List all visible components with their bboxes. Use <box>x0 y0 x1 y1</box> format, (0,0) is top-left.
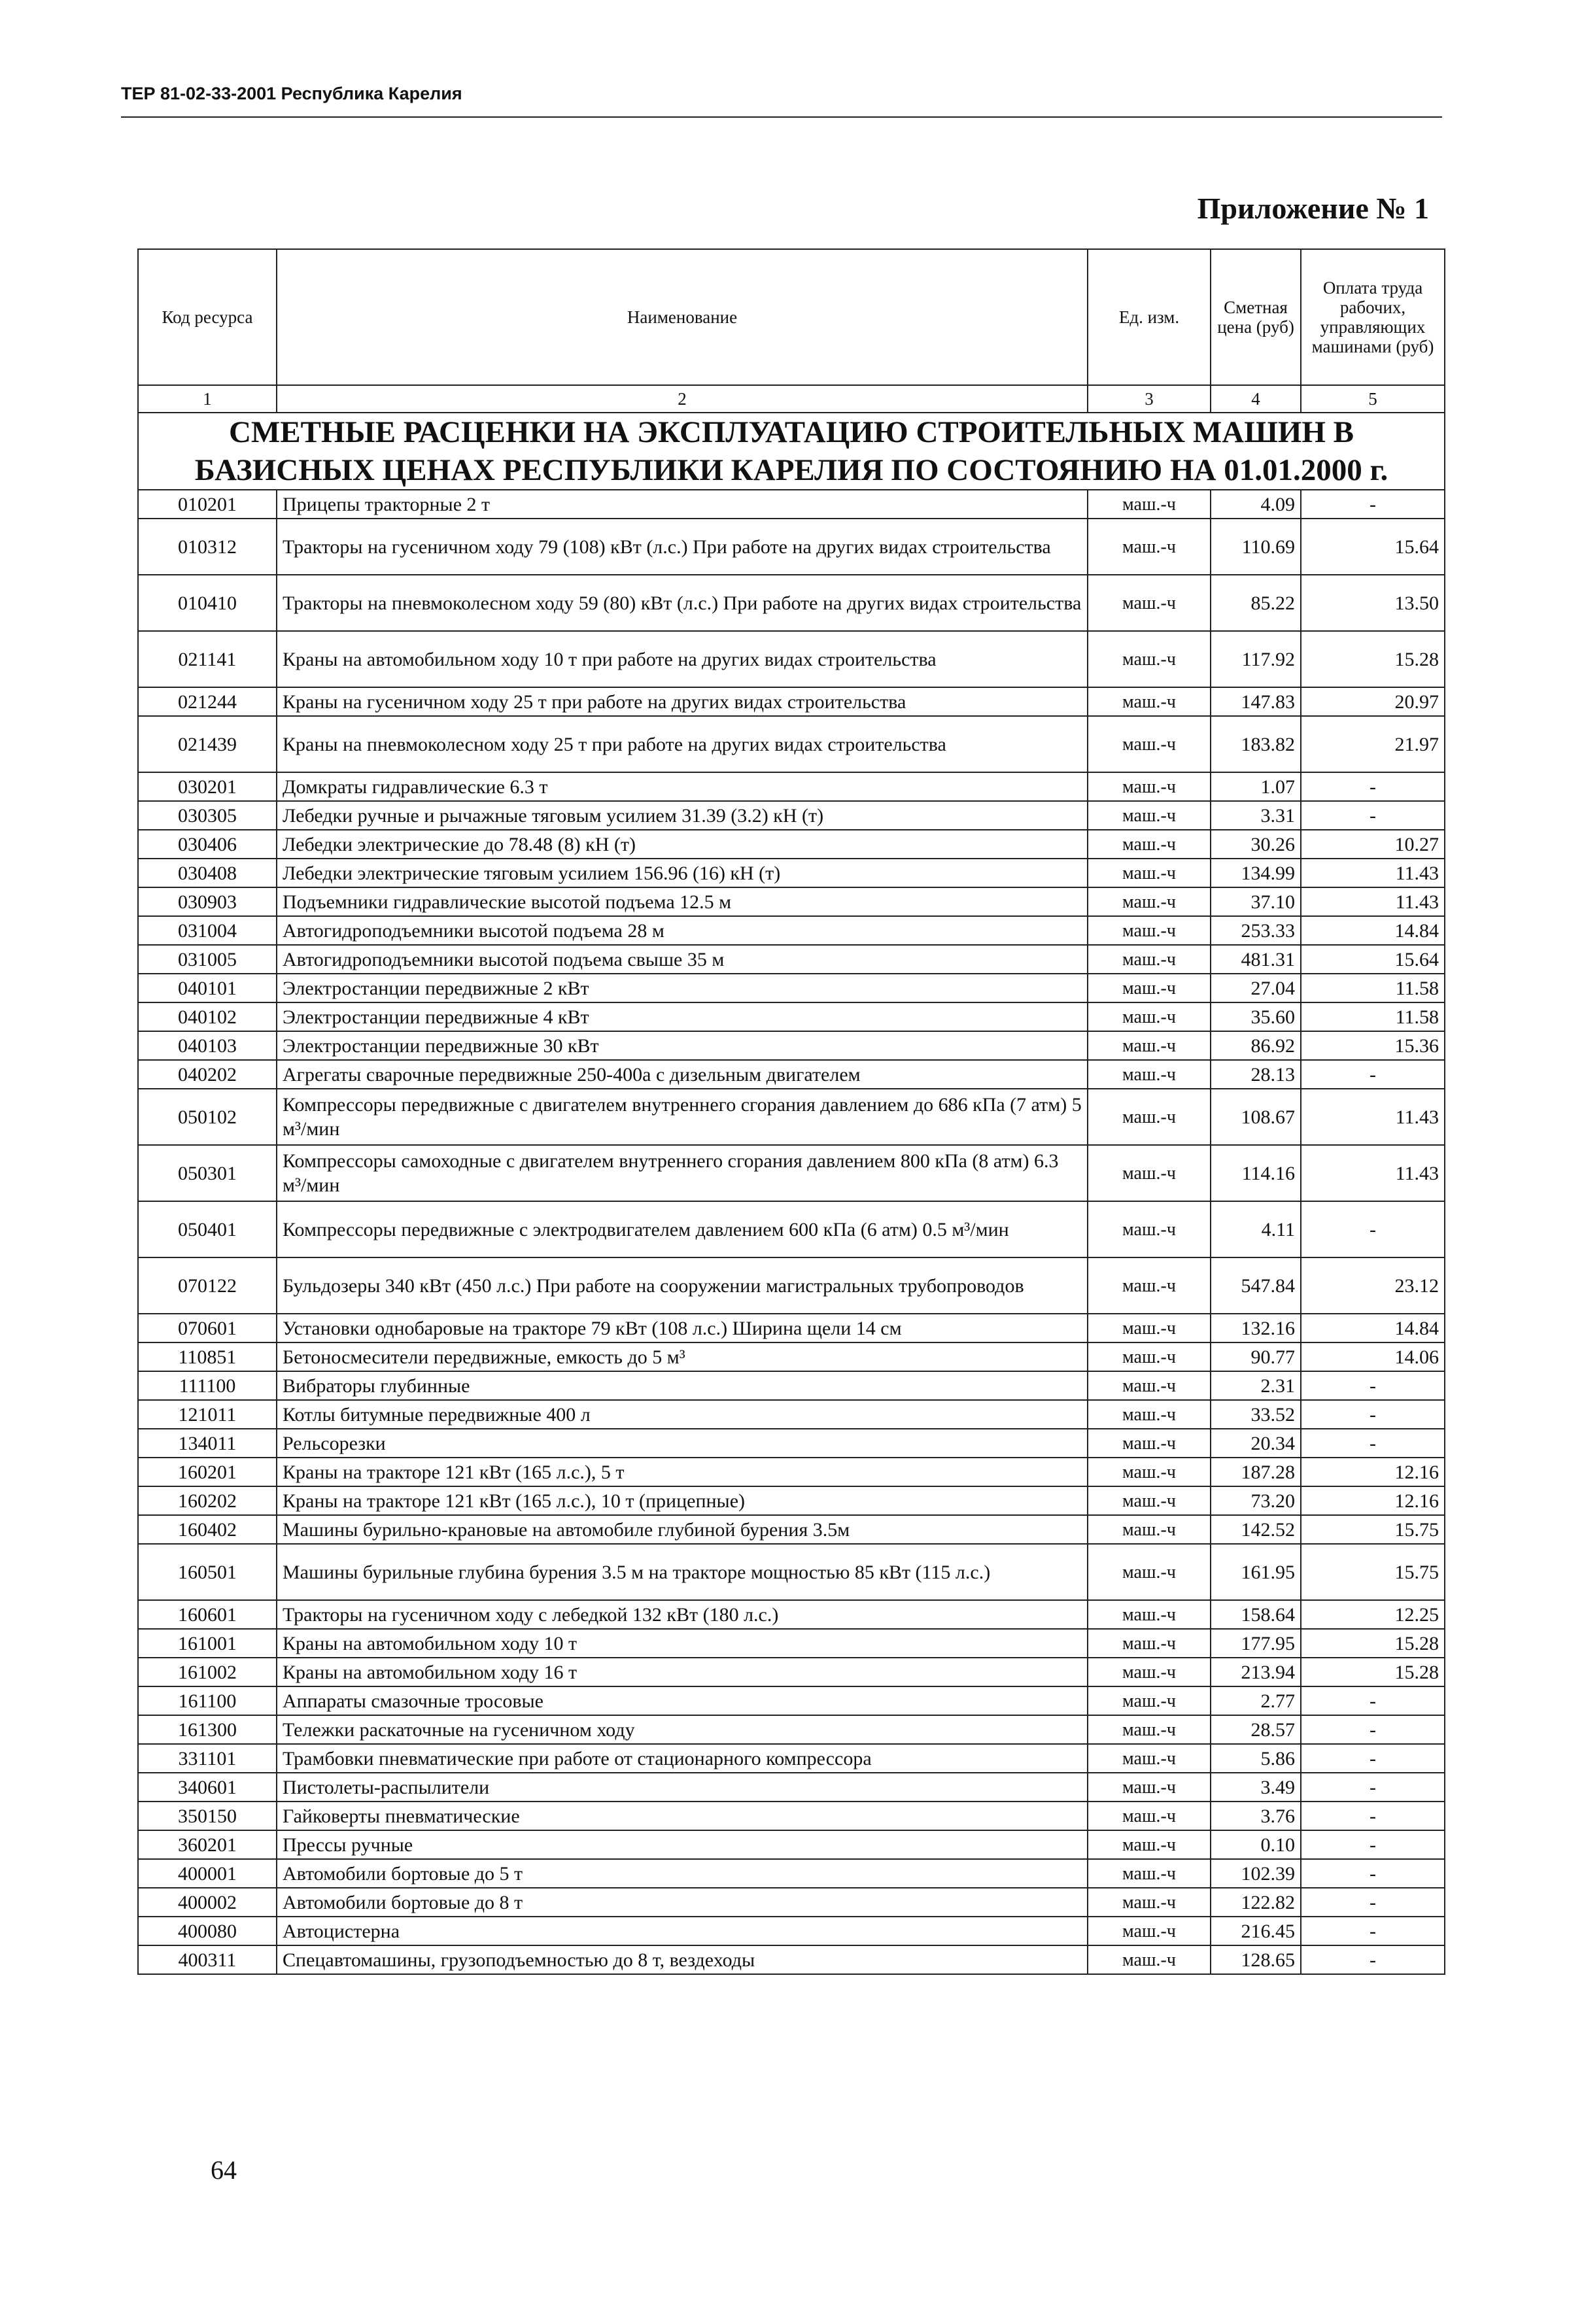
resource-name-cell: Котлы битумные передвижные 400 л <box>277 1400 1088 1429</box>
rates-table <box>137 248 1445 1975</box>
wage-cell: - <box>1301 1686 1445 1715</box>
price-cell: 187.28 <box>1211 1458 1301 1486</box>
wage-cell: - <box>1301 1201 1445 1257</box>
column-number: 2 <box>277 385 1088 413</box>
wage-cell: - <box>1301 1945 1445 1974</box>
unit-cell: маш.-ч <box>1088 1002 1211 1031</box>
resource-name-cell: Краны на тракторе 121 кВт (165 л.с.), 5 т <box>277 1458 1088 1486</box>
resource-code-cell: 160201 <box>138 1458 277 1486</box>
resource-code-cell: 030903 <box>138 887 277 916</box>
table-row <box>138 1089 1445 1145</box>
resource-code-cell: 360201 <box>138 1830 277 1859</box>
unit-cell: маш.-ч <box>1088 772 1211 801</box>
wage-cell: - <box>1301 1859 1445 1888</box>
resource-name-cell: Агрегаты сварочные передвижные 250-400а с дизельным двигателем <box>277 1060 1088 1089</box>
table-row <box>138 801 1445 830</box>
resource-code-cell: 010410 <box>138 575 277 631</box>
resource-code-cell: 050301 <box>138 1145 277 1201</box>
section-title-row <box>138 413 1445 490</box>
wage-cell: - <box>1301 1744 1445 1773</box>
table-row <box>138 1342 1445 1371</box>
section-title: СМЕТНЫЕ РАСЦЕНКИ НА ЭКСПЛУАТАЦИЮ СТРОИТЕЛЬНЫХ МАШИН В БАЗИСНЫХ ЦЕНАХ РЕСПУБЛИКИ КАРЕЛИЯ ПО СОСТОЯНИЮ НА 01.01.2000 г. <box>138 413 1445 490</box>
resource-name-cell: Компрессоры передвижные с двигателем внутреннего сгорания давлением до 686 кПа (7 атм) 5 м³/мин <box>277 1089 1088 1145</box>
resource-name-cell: Краны на гусеничном ходу 25 т при работе на других видах строительства <box>277 687 1088 716</box>
price-cell: 3.49 <box>1211 1773 1301 1802</box>
price-cell: 177.95 <box>1211 1629 1301 1658</box>
table-row <box>138 1486 1445 1515</box>
unit-cell: маш.-ч <box>1088 830 1211 859</box>
unit-cell: маш.-ч <box>1088 716 1211 772</box>
resource-code-cell: 021244 <box>138 687 277 716</box>
unit-cell: маш.-ч <box>1088 1458 1211 1486</box>
resource-name-cell: Автогидроподъемники высотой подъема 28 м <box>277 916 1088 945</box>
table-row <box>138 631 1445 687</box>
unit-cell: маш.-ч <box>1088 1400 1211 1429</box>
table-row <box>138 974 1445 1002</box>
resource-name-cell: Домкраты гидравлические 6.3 т <box>277 772 1088 801</box>
wage-cell: 15.64 <box>1301 945 1445 974</box>
resource-name-cell: Тракторы на гусеничном ходу с лебедкой 132 кВт (180 л.с.) <box>277 1600 1088 1629</box>
unit-cell: маш.-ч <box>1088 1658 1211 1686</box>
price-cell: 122.82 <box>1211 1888 1301 1917</box>
unit-cell: маш.-ч <box>1088 687 1211 716</box>
column-header-code: Код ресурса <box>138 249 277 385</box>
column-number: 4 <box>1211 385 1301 413</box>
resource-name-cell: Компрессоры передвижные с электродвигателем давлением 600 кПа (6 атм) 0.5 м³/мин <box>277 1201 1088 1257</box>
resource-name-cell: Пистолеты-распылители <box>277 1773 1088 1802</box>
resource-code-cell: 040103 <box>138 1031 277 1060</box>
table-row <box>138 1888 1445 1917</box>
unit-cell: маш.-ч <box>1088 519 1211 575</box>
wage-cell: 23.12 <box>1301 1257 1445 1314</box>
table-row <box>138 1686 1445 1715</box>
table-row <box>138 1201 1445 1257</box>
resource-name-cell: Краны на пневмоколесном ходу 25 т при работе на других видах строительства <box>277 716 1088 772</box>
unit-cell: маш.-ч <box>1088 1744 1211 1773</box>
resource-name-cell: Гайковерты пневматические <box>277 1802 1088 1830</box>
price-cell: 132.16 <box>1211 1314 1301 1342</box>
unit-cell: маш.-ч <box>1088 1715 1211 1744</box>
unit-cell: маш.-ч <box>1088 1917 1211 1945</box>
unit-cell: маш.-ч <box>1088 1371 1211 1400</box>
resource-name-cell: Машины бурильно-крановые на автомобиле глубиной бурения 3.5м <box>277 1515 1088 1544</box>
unit-cell: маш.-ч <box>1088 1600 1211 1629</box>
wage-cell: 11.43 <box>1301 887 1445 916</box>
wage-cell: - <box>1301 1400 1445 1429</box>
resource-name-cell: Лебедки электрические до 78.48 (8) кН (т) <box>277 830 1088 859</box>
resource-name-cell: Тракторы на пневмоколесном ходу 59 (80) кВт (л.с.) При работе на других видах строительства <box>277 575 1088 631</box>
column-header-price: Сметная цена (руб) <box>1211 249 1301 385</box>
price-cell: 27.04 <box>1211 974 1301 1002</box>
resource-name-cell: Электростанции передвижные 2 кВт <box>277 974 1088 1002</box>
table-row <box>138 1400 1445 1429</box>
resource-code-cell: 121011 <box>138 1400 277 1429</box>
column-header-unit: Ед. изм. <box>1088 249 1211 385</box>
resource-code-cell: 110851 <box>138 1342 277 1371</box>
unit-cell: маш.-ч <box>1088 1859 1211 1888</box>
resource-code-cell: 031004 <box>138 916 277 945</box>
unit-cell: маш.-ч <box>1088 1830 1211 1859</box>
table-row <box>138 916 1445 945</box>
resource-code-cell: 160601 <box>138 1600 277 1629</box>
unit-cell: маш.-ч <box>1088 945 1211 974</box>
resource-name-cell: Рельсорезки <box>277 1429 1088 1458</box>
wage-cell: 11.58 <box>1301 974 1445 1002</box>
wage-cell: 12.16 <box>1301 1458 1445 1486</box>
unit-cell: маш.-ч <box>1088 1686 1211 1715</box>
resource-code-cell: 040202 <box>138 1060 277 1089</box>
unit-cell: маш.-ч <box>1088 1201 1211 1257</box>
wage-cell: 21.97 <box>1301 716 1445 772</box>
unit-cell: маш.-ч <box>1088 1089 1211 1145</box>
table-row <box>138 1917 1445 1945</box>
resource-code-cell: 331101 <box>138 1744 277 1773</box>
resource-name-cell: Аппараты смазочные тросовые <box>277 1686 1088 1715</box>
unit-cell: маш.-ч <box>1088 1342 1211 1371</box>
wage-cell: 15.75 <box>1301 1515 1445 1544</box>
resource-code-cell: 030408 <box>138 859 277 887</box>
wage-cell: - <box>1301 1917 1445 1945</box>
price-cell: 37.10 <box>1211 887 1301 916</box>
unit-cell: маш.-ч <box>1088 1945 1211 1974</box>
column-header-name: Наименование <box>277 249 1088 385</box>
price-cell: 481.31 <box>1211 945 1301 974</box>
price-cell: 20.34 <box>1211 1429 1301 1458</box>
resource-name-cell: Автогидроподъемники высотой подъема свыше 35 м <box>277 945 1088 974</box>
resource-name-cell: Автомобили бортовые до 5 т <box>277 1859 1088 1888</box>
wage-cell: - <box>1301 1060 1445 1089</box>
price-cell: 147.83 <box>1211 687 1301 716</box>
unit-cell: маш.-ч <box>1088 631 1211 687</box>
wage-cell: - <box>1301 772 1445 801</box>
resource-code-cell: 400001 <box>138 1859 277 1888</box>
table-row <box>138 1859 1445 1888</box>
price-cell: 213.94 <box>1211 1658 1301 1686</box>
wage-cell: - <box>1301 1802 1445 1830</box>
wage-cell: - <box>1301 1371 1445 1400</box>
wage-cell: - <box>1301 801 1445 830</box>
resource-code-cell: 050102 <box>138 1089 277 1145</box>
price-cell: 128.65 <box>1211 1945 1301 1974</box>
price-cell: 4.11 <box>1211 1201 1301 1257</box>
price-cell: 102.39 <box>1211 1859 1301 1888</box>
price-cell: 142.52 <box>1211 1515 1301 1544</box>
resource-code-cell: 161001 <box>138 1629 277 1658</box>
resource-name-cell: Прицепы тракторные 2 т <box>277 490 1088 519</box>
price-cell: 183.82 <box>1211 716 1301 772</box>
wage-cell: 11.43 <box>1301 1145 1445 1201</box>
table-row <box>138 1314 1445 1342</box>
price-cell: 547.84 <box>1211 1257 1301 1314</box>
unit-cell: маш.-ч <box>1088 974 1211 1002</box>
price-cell: 108.67 <box>1211 1089 1301 1145</box>
table-row <box>138 1544 1445 1600</box>
resource-code-cell: 160402 <box>138 1515 277 1544</box>
resource-code-cell: 400002 <box>138 1888 277 1917</box>
unit-cell: маш.-ч <box>1088 1515 1211 1544</box>
wage-cell: - <box>1301 1429 1445 1458</box>
table-row <box>138 887 1445 916</box>
resource-code-cell: 400311 <box>138 1945 277 1974</box>
unit-cell: маш.-ч <box>1088 1429 1211 1458</box>
wage-cell: - <box>1301 1773 1445 1802</box>
column-number: 3 <box>1088 385 1211 413</box>
resource-name-cell: Электростанции передвижные 30 кВт <box>277 1031 1088 1060</box>
resource-code-cell: 350150 <box>138 1802 277 1830</box>
resource-code-cell: 021141 <box>138 631 277 687</box>
resource-name-cell: Бульдозеры 340 кВт (450 л.с.) При работе на сооружении магистральных трубопроводов <box>277 1257 1088 1314</box>
table-row <box>138 1060 1445 1089</box>
resource-name-cell: Компрессоры самоходные с двигателем внутреннего сгорания давлением 800 кПа (8 атм) 6.3 м³/мин <box>277 1145 1088 1201</box>
unit-cell: маш.-ч <box>1088 1773 1211 1802</box>
price-cell: 0.10 <box>1211 1830 1301 1859</box>
wage-cell: 11.58 <box>1301 1002 1445 1031</box>
column-header-wage: Оплата труда рабочих, управляющих машинами (руб) <box>1301 249 1445 385</box>
resource-name-cell: Краны на тракторе 121 кВт (165 л.с.), 10 т (прицепные) <box>277 1486 1088 1515</box>
resource-name-cell: Бетоносмесители передвижные, емкость до 5 м³ <box>277 1342 1088 1371</box>
wage-cell: - <box>1301 490 1445 519</box>
resource-name-cell: Прессы ручные <box>277 1830 1088 1859</box>
resource-name-cell: Тракторы на гусеничном ходу 79 (108) кВт (л.с.) При работе на других видах строительства <box>277 519 1088 575</box>
wage-cell: 15.28 <box>1301 631 1445 687</box>
table-row <box>138 830 1445 859</box>
resource-code-cell: 161002 <box>138 1658 277 1686</box>
resource-name-cell: Электростанции передвижные 4 кВт <box>277 1002 1088 1031</box>
resource-code-cell: 010201 <box>138 490 277 519</box>
price-cell: 90.77 <box>1211 1342 1301 1371</box>
resource-code-cell: 030201 <box>138 772 277 801</box>
table-row <box>138 1145 1445 1201</box>
resource-code-cell: 030406 <box>138 830 277 859</box>
resource-code-cell: 340601 <box>138 1773 277 1802</box>
price-cell: 2.77 <box>1211 1686 1301 1715</box>
table-row <box>138 1715 1445 1744</box>
price-cell: 134.99 <box>1211 859 1301 887</box>
wage-cell: 12.16 <box>1301 1486 1445 1515</box>
column-header-row <box>138 249 1445 385</box>
resource-code-cell: 030305 <box>138 801 277 830</box>
resource-code-cell: 111100 <box>138 1371 277 1400</box>
unit-cell: маш.-ч <box>1088 1544 1211 1600</box>
unit-cell: маш.-ч <box>1088 859 1211 887</box>
resource-code-cell: 160501 <box>138 1544 277 1600</box>
table-row <box>138 575 1445 631</box>
table-row <box>138 1429 1445 1458</box>
unit-cell: маш.-ч <box>1088 1145 1211 1201</box>
unit-cell: маш.-ч <box>1088 801 1211 830</box>
wage-cell: - <box>1301 1888 1445 1917</box>
resource-name-cell: Лебедки электрические тяговым усилием 156.96 (16) кН (т) <box>277 859 1088 887</box>
table-row <box>138 945 1445 974</box>
price-cell: 28.57 <box>1211 1715 1301 1744</box>
wage-cell: 14.84 <box>1301 1314 1445 1342</box>
unit-cell: маш.-ч <box>1088 1060 1211 1089</box>
page-number: 64 <box>211 2155 237 2185</box>
resource-code-cell: 031005 <box>138 945 277 974</box>
resource-name-cell: Автомобили бортовые до 8 т <box>277 1888 1088 1917</box>
price-cell: 4.09 <box>1211 490 1301 519</box>
resource-code-cell: 021439 <box>138 716 277 772</box>
resource-code-cell: 400080 <box>138 1917 277 1945</box>
column-number-row <box>138 385 1445 413</box>
appendix-label: Приложение № 1 <box>1197 192 1429 225</box>
unit-cell: маш.-ч <box>1088 490 1211 519</box>
document-header: ТЕР 81-02-33-2001 Республика Карелия <box>121 84 462 103</box>
price-cell: 1.07 <box>1211 772 1301 801</box>
column-number: 5 <box>1301 385 1445 413</box>
price-cell: 86.92 <box>1211 1031 1301 1060</box>
resource-name-cell: Машины бурильные глубина бурения 3.5 м на тракторе мощностью 85 кВт (115 л.с.) <box>277 1544 1088 1600</box>
unit-cell: маш.-ч <box>1088 1314 1211 1342</box>
price-cell: 73.20 <box>1211 1486 1301 1515</box>
unit-cell: маш.-ч <box>1088 916 1211 945</box>
price-cell: 114.16 <box>1211 1145 1301 1201</box>
price-cell: 3.76 <box>1211 1802 1301 1830</box>
resource-code-cell: 161100 <box>138 1686 277 1715</box>
resource-name-cell: Лебедки ручные и рычажные тяговым усилием 31.39 (3.2) кН (т) <box>277 801 1088 830</box>
header-divider <box>121 116 1442 118</box>
unit-cell: маш.-ч <box>1088 1486 1211 1515</box>
table-row <box>138 1658 1445 1686</box>
resource-name-cell: Установки однобаровые на тракторе 79 кВт (108 л.с.) Ширина щели 14 см <box>277 1314 1088 1342</box>
table-row <box>138 716 1445 772</box>
resource-name-cell: Краны на автомобильном ходу 10 т при работе на других видах строительства <box>277 631 1088 687</box>
resource-name-cell: Трамбовки пневматические при работе от стационарного компрессора <box>277 1744 1088 1773</box>
table-row <box>138 1945 1445 1974</box>
resource-code-cell: 050401 <box>138 1201 277 1257</box>
unit-cell: маш.-ч <box>1088 1802 1211 1830</box>
table-row <box>138 1773 1445 1802</box>
wage-cell: 13.50 <box>1301 575 1445 631</box>
table-row <box>138 1600 1445 1629</box>
resource-name-cell: Краны на автомобильном ходу 10 т <box>277 1629 1088 1658</box>
table-row <box>138 1830 1445 1859</box>
wage-cell: 10.27 <box>1301 830 1445 859</box>
wage-cell: 20.97 <box>1301 687 1445 716</box>
table-row <box>138 519 1445 575</box>
resource-code-cell: 134011 <box>138 1429 277 1458</box>
table-row <box>138 1031 1445 1060</box>
wage-cell: - <box>1301 1715 1445 1744</box>
resource-code-cell: 160202 <box>138 1486 277 1515</box>
resource-code-cell: 070122 <box>138 1257 277 1314</box>
unit-cell: маш.-ч <box>1088 1629 1211 1658</box>
table-row <box>138 772 1445 801</box>
wage-cell: 15.64 <box>1301 519 1445 575</box>
price-cell: 117.92 <box>1211 631 1301 687</box>
wage-cell: 11.43 <box>1301 859 1445 887</box>
table-row <box>138 1802 1445 1830</box>
price-cell: 2.31 <box>1211 1371 1301 1400</box>
table-row <box>138 490 1445 519</box>
unit-cell: маш.-ч <box>1088 575 1211 631</box>
price-cell: 253.33 <box>1211 916 1301 945</box>
resource-code-cell: 010312 <box>138 519 277 575</box>
wage-cell: 15.28 <box>1301 1658 1445 1686</box>
table-row <box>138 1458 1445 1486</box>
resource-code-cell: 040102 <box>138 1002 277 1031</box>
wage-cell: 11.43 <box>1301 1089 1445 1145</box>
resource-code-cell: 070601 <box>138 1314 277 1342</box>
table-row <box>138 859 1445 887</box>
price-cell: 30.26 <box>1211 830 1301 859</box>
price-cell: 216.45 <box>1211 1917 1301 1945</box>
resource-name-cell: Тележки раскаточные на гусеничном ходу <box>277 1715 1088 1744</box>
wage-cell: 14.06 <box>1301 1342 1445 1371</box>
price-cell: 161.95 <box>1211 1544 1301 1600</box>
wage-cell: 15.75 <box>1301 1544 1445 1600</box>
resource-code-cell: 161300 <box>138 1715 277 1744</box>
resource-name-cell: Вибраторы глубинные <box>277 1371 1088 1400</box>
price-cell: 35.60 <box>1211 1002 1301 1031</box>
resource-name-cell: Подъемники гидравлические высотой подъема 12.5 м <box>277 887 1088 916</box>
price-cell: 110.69 <box>1211 519 1301 575</box>
resource-code-cell: 040101 <box>138 974 277 1002</box>
price-cell: 3.31 <box>1211 801 1301 830</box>
unit-cell: маш.-ч <box>1088 1257 1211 1314</box>
wage-cell: - <box>1301 1830 1445 1859</box>
resource-name-cell: Краны на автомобильном ходу 16 т <box>277 1658 1088 1686</box>
wage-cell: 15.28 <box>1301 1629 1445 1658</box>
unit-cell: маш.-ч <box>1088 887 1211 916</box>
table-row <box>138 1371 1445 1400</box>
wage-cell: 15.36 <box>1301 1031 1445 1060</box>
price-cell: 5.86 <box>1211 1744 1301 1773</box>
table-row <box>138 687 1445 716</box>
unit-cell: маш.-ч <box>1088 1031 1211 1060</box>
table-row <box>138 1744 1445 1773</box>
price-cell: 33.52 <box>1211 1400 1301 1429</box>
resource-name-cell: Автоцистерна <box>277 1917 1088 1945</box>
table-row <box>138 1257 1445 1314</box>
column-number: 1 <box>138 385 277 413</box>
table-row <box>138 1002 1445 1031</box>
unit-cell: маш.-ч <box>1088 1888 1211 1917</box>
price-cell: 158.64 <box>1211 1600 1301 1629</box>
wage-cell: 12.25 <box>1301 1600 1445 1629</box>
resource-name-cell: Спецавтомашины, грузоподъемностью до 8 т, вездеходы <box>277 1945 1088 1974</box>
price-cell: 85.22 <box>1211 575 1301 631</box>
table-row <box>138 1515 1445 1544</box>
wage-cell: 14.84 <box>1301 916 1445 945</box>
table-row <box>138 1629 1445 1658</box>
price-cell: 28.13 <box>1211 1060 1301 1089</box>
